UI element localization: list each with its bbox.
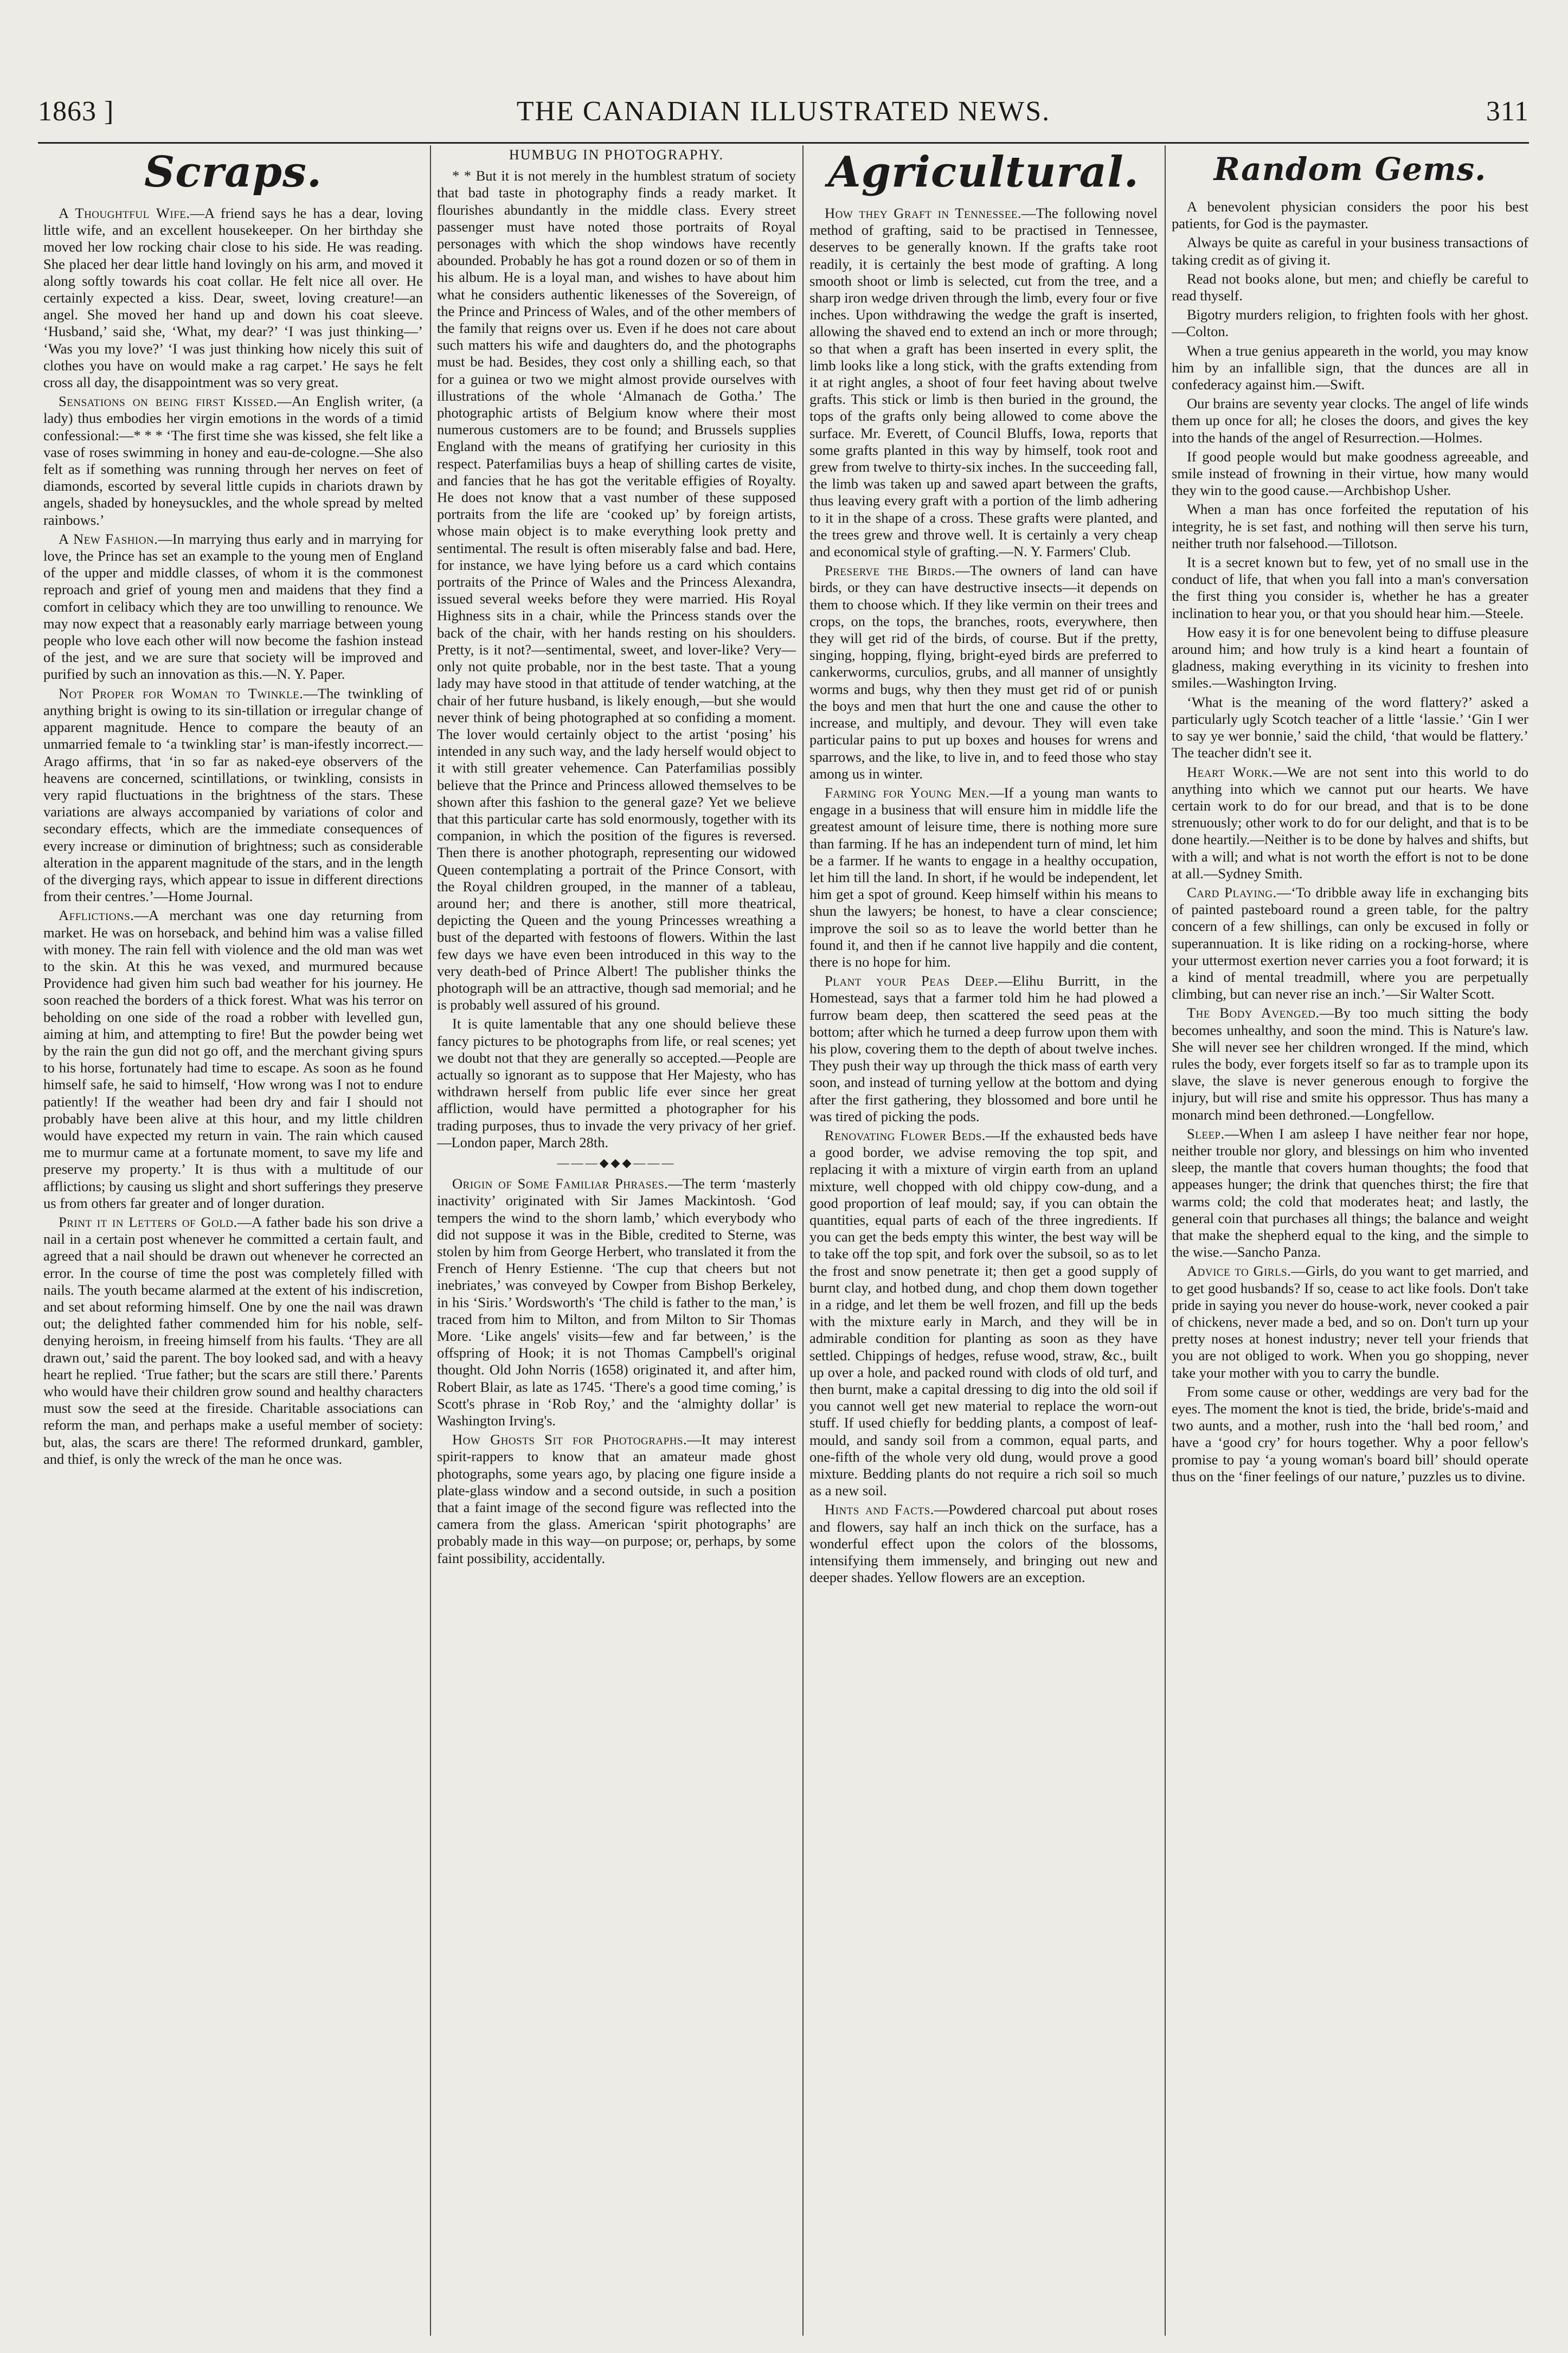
- article-text: —An English writer, (a lady) thus embodies her virgin emotions in the words of a timid confessional:—* * * ‘The first time she was kissed, she felt like a vase of roses swimming in honey and eau-de-cologne.—She also felt as if something was running through her nerves on feet of diamonds, escorted by several little cupids in chariots drawn by angels, shaded by honeysuckles, and the whole spread by melted rainbows.’: [43, 393, 423, 528]
- article-paragraph: [43, 393, 423, 529]
- article-text: Read not books alone, but men; and chiefly be careful to read thyself.: [1172, 270, 1528, 304]
- section-heading-humbug: HUMBUG IN PHOTOGRAPHY.: [509, 147, 724, 163]
- article-text: Always be quite as careful in your business transactions of taking credit as of giving it.: [1172, 234, 1528, 268]
- article-text: —The twinkling of anything bright is owing to its sin-tillation or irregular change of apparent magnitude. Hence to compare the beauty of an unmarried female to ‘a twinkling star’ is man-ifestly incorrect.—Arago affirms, that ‘in so far as naked-eye observers of the heavens are concerned, scintillations, or twinkling, consists in very rapid fluctuations in the brightness of the stars. These variations are always accompanied by variations of color and secondary effects, which are the immediate consequences of every increase or diminution of brightness; such as considerable alteration in the apparent magnitude of the stars, and in the length of the diverging rays, which appear to issue in different directions from their centres.’—Home Journal.: [43, 685, 423, 905]
- article-lead: How they Graft in Tennessee.: [825, 205, 1022, 221]
- section-heading-scraps: Scraps.: [144, 147, 323, 197]
- article-paragraph: [1172, 198, 1528, 232]
- article-list: [809, 205, 1158, 1586]
- article-lead: Sensations on being first Kissed.: [59, 393, 278, 410]
- article-text: —Elihu Burritt, in the Homestead, says that a farmer told him he had plowed a furrow beam deep, then scattered the seed peas at the bottom; after which he turned a deep furrow upon them with his plow, covering them to the depth of about twelve inches. They push their way up through the thick mass of earth very soon, and instead of turning yellow at the bottom and dying after the first gathering, they blossomed and bore until he was tired of picking the pods.: [809, 973, 1158, 1124]
- article-paragraph: [1172, 764, 1528, 882]
- article-paragraph: [437, 1431, 796, 1567]
- article-paragraph: [1172, 448, 1528, 499]
- article-text: —If the exhausted beds have a good border, we advise removing the top spit, and replacing it with a mixture of virgin earth from an upland mixture, well chopped with old chippy cow-dung, and a good proportion of leaf mould; say, if you can obtain the quantities, equal parts of each of the three ingredients. If you can get the beds empty this winter, the best way will be to take off the top spit, and fork over the subsoil, so as to let the frost and snow penetrate it; then get a good supply of burnt clay, and hotbed dung, and chop them down together in a ridge, and let them be well frozen, and fill up the beds with the mixture early in March, and they will be in admirable condition for planting as soon as they have settled. Chippings of hedges, refuse wood, straw, &c., built up over a hole, and packed round with clods of old turf, and then burnt, make a capital dressing to dig into the old soil if you cannot well get new material to replace the worn-out stuff. If used chiefly for bedding plants, a compost of leaf-mould, and sandy soil from a common, equal parts, and one-fifth of the whole very old dung, would prove a good mixture. Bedding plants do not require a rich soil so much as a new soil.: [809, 1127, 1158, 1499]
- article-lead: A Thoughtful Wife.: [59, 205, 190, 221]
- article-text: It is quite lamentable that any one should believe these fancy pictures to be photographs from life, or real scenes; yet we doubt not that they are generally so accepted.—People are actually so ignorant as to suppose that Her Majesty, who has withdrawn herself from public life ever since her great affliction, would have permitted a photographer for his trading purposes, thus to invade the very privacy of her grief.—London paper, March 28th.: [437, 1015, 796, 1150]
- article-paragraph: [809, 1501, 1158, 1586]
- column-rule: [1165, 145, 1166, 2336]
- section-heading-agricultural: Agricultural.: [828, 147, 1139, 197]
- article-paragraph: [43, 907, 423, 1212]
- article-paragraph: [809, 562, 1158, 782]
- article-paragraph: [437, 1015, 796, 1151]
- article-lead: Preserve the Birds.: [825, 562, 956, 579]
- article-paragraph: [1172, 234, 1528, 268]
- article-paragraph: [809, 1127, 1158, 1499]
- article-list: [43, 205, 423, 1468]
- article-lead: How Ghosts Sit for Photographs.: [452, 1431, 687, 1448]
- article-text: —We are not sent into this world to do anything into which we cannot put our hearts. We have certain work to do for our bread, and that is to be done strenuously; other work to do for our delight, and that is to be done heartily.—Neither is to be done by halves and shifts, but with a will; and what is not worth the effort is not to be done at all.—Sydney Smith.: [1172, 763, 1528, 882]
- article-paragraph: [1172, 1384, 1528, 1485]
- article-paragraph: [437, 168, 796, 1013]
- column-rule: [430, 145, 431, 2336]
- article-paragraph: [1172, 624, 1528, 692]
- article-paragraph: [1172, 1005, 1528, 1123]
- article-paragraph: [1172, 1263, 1528, 1381]
- article-text: —A merchant was one day returning from market. He was on horseback, and behind him was a valise filled with money. The rain fell with violence and the old man was wet to the skin. At this he was vexed, and murmured because Providence had given him such bad weather for his journey. He soon reached the borders of a thick forest. What was his terror on beholding on one side of the road a robber with levelled gun, aiming at him, and attempting to fire! But the powder being wet by the rain the gun did not go off, and the merchant giving spurs to his horse, fortunately had time to escape. As soon as he found himself safe, he said to himself, ‘How wrong was I not to endure patiently! If the weather had been dry and fair I should not probably have been alive at this hour, and my little children would have expected my return in vain. The rain which caused me to murmur came at a fortunate moment, to save my life and preserve my property.’ It is thus with a multitude of our afflictions; by causing us slight and short sufferings they preserve us from others far greater and of longer duration.: [43, 907, 423, 1211]
- article-paragraph: [1172, 1126, 1528, 1261]
- column-scraps: [43, 146, 423, 2337]
- article-text: —By too much sitting the body becomes unhealthy, and soon the mind. This is Nature's law. She will never see her children wronged. If the mind, which rules the body, ever forgets itself so far as to trample upon its slave, the slave is never generous enough to forgive the injury, but will rise and smite his oppressor. Thus has many a monarch mind been dethroned.—Longfellow.: [1172, 1005, 1528, 1123]
- article-lead: Plant your Peas Deep.: [825, 973, 998, 989]
- article-text: —Powdered charcoal put about roses and flowers, say half an inch thick on the surface, has a wonderful effect upon the colors of the blossoms, intensifying them immensely, and bringing out new and deeper shades. Yellow flowers are an exception.: [809, 1501, 1158, 1586]
- page-header: [38, 95, 1529, 139]
- masthead-title: THE CANADIAN ILLUSTRATED NEWS.: [516, 96, 1051, 127]
- article-lead: The Body Avenged.: [1187, 1005, 1320, 1021]
- article-text: How easy it is for one benevolent being to diffuse pleasure around him; and how truly is a kind heart a fountain of gladness, making everything in its vicinity to freshen into smiles.—Washington Irving.: [1172, 623, 1528, 691]
- article-text: From some cause or other, weddings are very bad for the eyes. The moment the knot is tied, the bride, bride's-maid and two aunts, and a mother, rush into the ‘hall bed room,’ and have a ‘good cry’ for hours together. Why a poor fellow's promise to pay ‘a young woman's board bill’ should operate thus on the ‘finer feelings of our nature,’ puzzles us to divine.: [1172, 1383, 1528, 1484]
- article-lead: Farming for Young Men.: [825, 784, 990, 801]
- article-text: —When I am asleep I have neither fear nor hope, neither trouble nor glory, and blessings on him who invented sleep, the mantle that covers human thoughts; the food that appeases hunger; the drink that quenches thirst; the fire that warms cold; the cold that moderates heat; and lastly, the general coin that purchases all things; the balance and weight that make the shepherd equal to the king, and the simple to the wise.—Sancho Panza.: [1172, 1125, 1528, 1261]
- article-text: —If a young man wants to engage in a business that will ensure him in middle life the greatest amount of leisure time, there is nothing more sure than farming. If he has an independent turn of mind, let him be a farmer. If he wants to engage in a healthy occupation, let him till the land. In short, if he would be independent, let him get a spot of ground. Keep himself within his means to shun the lawyers; be honest, to have a clear conscience; improve the soil so as to leave the world better than he found it, and then if he cannot live happily and die content, there is no hope for him.: [809, 784, 1158, 970]
- article-lead: Advice to Girls.: [1187, 1263, 1291, 1280]
- article-paragraph: [1172, 554, 1528, 622]
- article-paragraph: [1172, 395, 1528, 446]
- header-rule: [38, 142, 1529, 144]
- article-lead: Sleep.: [1187, 1125, 1225, 1142]
- article-text: —It may interest spirit-rappers to know that an amateur made ghost photographs, some years ago, by placing one figure inside a plate-glass window and a second outside, in such a position that a faint image of the second figure was reflected into the camera from the glass. American ‘spirit photographs’ are probably made in this way—on purpose; or, perhaps, by some faint possibility, accidentally.: [437, 1431, 796, 1566]
- article-paragraph: [1172, 306, 1528, 340]
- article-paragraph: [437, 1175, 796, 1429]
- article-paragraph: [809, 973, 1158, 1125]
- article-paragraph: [809, 785, 1158, 970]
- article-text: * * But it is not merely in the humblest stratum of society that bad taste in photography finds a ready market. It flourishes abundantly in the middle class. Every street passenger must have noted those portraits of Royal personages with which the shop windows have recently abounded. Probably he has got a round dozen or so of them in his album. He is a loyal man, and wishes to have about him what he considers authentic likenesses of the Sovereign, of the Prince and Princess of Wales, and of the other members of the family that reigns over us. Even if he does not care about such matters his wife and daughters do, and the photographs must be had. Besides, they cost only a shilling each, so that for a guinea or two we might almost provide ourselves with illustrations of the whole ‘Almanach de Gotha.’ The photographic artists of Belgium know where their most numerous customers are to be found; and Brussels supplies England with the means of gratifying her curiosity in this respect. Paterfamilias buys a heap of shilling cartes de visite, and fancies that he has got the veritable effigies of Royalty. He does not know that a vast number of these supposed portraits from the life are ‘cooked up’ by foreign artists, whose main object is to make everything look pretty and sentimental. The result is often miserably false and bad. Here, for instance, we have lying before us a card which contains portraits of the Prince of Wales and the Princess Alexandra, issued several weeks before they were married. His Royal Highness sits in a chair, while the Princess stands over the back of the chair, with her hands resting on his shoulders. Pretty, is it not?—sentimental, sweet, and lover-like? Very—only not quite probable, nor in the best taste. That a young lady may have stood in that attitude of tender watching, at the chair of her future husband, is likely enough,—but she would never think of being photographed at so confiding a moment. The lover would certainly object to the artist ‘posing’ his intended in any such way, and the lady herself would object to it with still greater vehemence. Can Paterfamilias possibly believe that the Prince and Princess allowed themselves to be shown after this fashion to the general gaze? Yet we believe that this particular carte has sold enormously, together with its companion, in which the position of the figures is reversed. Then there is another photograph, representing our widowed Queen contemplating a portrait of the Prince Consort, with the Royal children grouped, in the manner of a tableau, around her; and there is another, still more theatrical, depicting the Queen and the young Princesses wreathing a bust of the departed with festoons of flowers. Within the last few days we have even been introduced in this way to the very death-bed of Prince Albert! The publisher thinks the photograph will be an attractive, though sad memorial; and he is probably well assured of his ground.: [437, 168, 796, 1013]
- column-agricultural: [809, 146, 1158, 2337]
- article-lead: Heart Work.: [1187, 763, 1273, 780]
- section-heading-random-gems: Random Gems.: [1213, 151, 1487, 188]
- article-paragraph: [43, 685, 423, 905]
- article-text: —The following novel method of grafting, said to be practised in Tennessee, deserves to be generally known. If the grafts take root readily, it is certainly the best mode of grafting. A long smooth shoot or limb is selected, cut from the tree, and a sharp iron wedge driven through the limb, every four or five inches. Upon withdrawing the wedge the graft is inserted, allowing the shaved end to extend an inch or more through; so that when a graft has been inserted in every split, the limb looks like a long stick, with the grafts extending from it at right angles, a shoot of four feet having about twelve grafts. This stick or limb is then buried in the ground, the tops of the grafts only being allowed to come above the surface. Mr. Everett, of Council Bluffs, Iowa, reports that some grafts planted in this way by himself, took root and grew from twelve to thirty-six inches. In the succeeding fall, the limb was taken up and sawed apart between the grafts, thus leaving every graft with a portion of the limb adhering to it in the shape of a cross. These grafts were planted, and the trees grew and throve well. It is certainly a very cheap and economical style of grafting.—N. Y. Farmers' Club.: [809, 205, 1158, 560]
- page-number: 311: [1486, 96, 1529, 127]
- article-text: —A friend says he has a dear, loving little wife, and an excellent housekeeper. On her birthday she moved her low rocking chair close to his side. He was reading. She placed her dear little hand lovingly on his arm, and moved it along softly towards his coat collar. He felt nice all over. He certainly expected a kiss. Dear, sweet, loving creature!—an angel. She moved her hand up and down his coat sleeve. ‘Husband,’ said she, ‘What, my dear?’ ‘I was just thinking—’ ‘Was you my love?’ ‘I was just thinking how nicely this suit of clothes you have on would make a rag carpet.’ He says he felt cross all day, the disappointment was so very great.: [43, 205, 423, 391]
- article-lead: Origin of Some Familiar Phrases.: [452, 1175, 669, 1192]
- article-paragraph: [43, 1214, 423, 1468]
- article-text: Bigotry murders religion, to frighten fools with her ghost.—Colton.: [1172, 306, 1528, 340]
- article-text: Our brains are seventy year clocks. The angel of life winds them up once for all; he closes the doors, and gives the key into the hands of the angel of Resurrection.—Holmes.: [1172, 395, 1528, 446]
- article-text: When a true genius appeareth in the world, you may know him by an infallible sign, that the dunces are all in confederacy against him.—Swift.: [1172, 342, 1528, 393]
- article-paragraph: [43, 205, 423, 391]
- article-text: If good people would but make goodness agreeable, and smile instead of frowning in their virtue, how many would they win to the good cause.—Archbishop Usher.: [1172, 448, 1528, 499]
- article-lead: Hints and Facts.: [825, 1501, 934, 1518]
- column-humbug-photography: [437, 146, 796, 2337]
- article-paragraph: [1172, 271, 1528, 304]
- article-text: —The owners of land can have birds, or they can have destructive insects—it depends on them to choose which. If they like vermin on their trees and crops, on the tops, the branches, roots, everywhere, then they will get rid of the birds, of course. But if the pretty, singing, hopping, flying, bright-eyed birds are preferred to cankerworms, curculios, grubs, and all manner of unsightly worms and bugs, why then they must get rid of or punish the boys and men that hurt the one and cause the other to increase, and multiply, and devour. They will even take particular pains to put up boxes and houses for wrens and sparrows, and the like, to live in, and to feed those who stay among us in winter.: [809, 562, 1158, 782]
- article-lead: Afflictions.: [59, 907, 134, 924]
- article-lead: Not Proper for Woman to Twinkle.: [59, 685, 304, 702]
- article-list: [437, 168, 796, 1567]
- article-paragraph: [1172, 694, 1528, 762]
- article-list: [1172, 198, 1528, 1485]
- article-paragraph: [1172, 501, 1528, 552]
- ornamental-divider: ———◆◆◆———: [557, 1155, 676, 1169]
- article-lead: Print it in Letters of Gold.: [59, 1213, 237, 1230]
- column-random-gems: [1172, 146, 1528, 2337]
- article-text: It is a secret known but to few, yet of no small use in the conduct of life, that when you fall into a man's conversation the first thing you consider is, whether he has a greater inclination to hear you, or that you should hear him.—Steele.: [1172, 554, 1528, 621]
- article-text: A benevolent physician considers the poor his best patients, for God is the paymaster.: [1172, 198, 1528, 232]
- article-lead: Renovating Flower Beds.: [825, 1127, 986, 1143]
- article-text: —In marrying thus early and in marrying for love, the Prince has set an example to the young men of England of the upper and middle classes, of whom it is the commonest reproach and grief of young men and maidens that they find a comfort in celibacy which they are too unwilling to renounce. We may now expect that a reasonably early marriage between young people who love each other will now become the fashion instead of the jest, and we are sure that society will be improved and purified by such an innovation as this.—N. Y. Paper.: [43, 530, 423, 683]
- article-lead: Card Playing.: [1187, 884, 1277, 901]
- column-rule: [802, 145, 804, 2336]
- article-text: —‘To dribble away life in exchanging bits of painted pasteboard round a green table, for the paltry concern of a few shillings, can only be excused in folly or superannuation. It is like riding on a rocking-horse, where your uttermost exertion never carries you a foot forward; it is a kind of mental treadmill, where you are perpetually climbing, but can never rise an inch.’—Sir Walter Scott.: [1172, 884, 1528, 1002]
- article-paragraph: [43, 531, 423, 683]
- article-text: —The term ‘masterly inactivity’ originated with Sir James Mackintosh. ‘God tempers the wind to the shorn lamb,’ which everybody who did not suppose it was in the Bible, credited to Sterne, was stolen by him from George Herbert, who translated it from the French of Henry Estienne. ‘The cup that cheers but not inebriates,’ was conveyed by Cowper from Bishop Berkeley, in his ‘Siris.’ Wordsworth's ‘The child is father to the man,’ is traced from him to Milton, and from Milton to Sir Thomas More. ‘Like angels' visits—few and far between,’ is the offspring of Hook; it is not Thomas Campbell's original thought. Old John Norris (1658) originated it, and after him, Robert Blair, as late as 1745. ‘There's a good time coming,’ is Scott's phrase in ‘Rob Roy,’ and the ‘almighty dollar’ is Washington Irving's.: [437, 1175, 796, 1429]
- article-text: —Girls, do you want to get married, and to get good husbands? If so, cease to act like fools. Don't take pride in saying you never do house-work, never cooked a pair of chickens, never made a bed, and so on. Don't turn up your pretty noses at honest industry; never tell your friends that you are not obliged to work. When you go shopping, never take your mother with you to carry the bundle.: [1172, 1263, 1528, 1381]
- article-paragraph: [1172, 884, 1528, 1002]
- article-lead: A New Fashion.: [59, 530, 158, 547]
- article-paragraph: [1172, 343, 1528, 394]
- article-paragraph: [809, 205, 1158, 560]
- article-text: When a man has once forfeited the reputation of his integrity, he is set fast, and nothing will then serve his turn, neither truth nor falsehood.—Tillotson.: [1172, 501, 1528, 551]
- issue-year: 1863 ]: [38, 96, 114, 127]
- article-text: ‘What is the meaning of the word flattery?’ asked a particularly ugly Scotch teacher of a little ‘lassie.’ ‘Gin I wer to say ye wer bonnie,’ said the child, ‘that would be flattery.’ The teacher didn't see it.: [1172, 693, 1528, 761]
- article-text: —A father bade his son drive a nail in a certain post whenever he committed a certain fault, and agreed that a nail should be drawn out whenever he corrected an error. In the course of time the post was completely filled with nails. The youth became alarmed at the extent of his indiscretion, and set about reforming himself. One by one the nail was drawn out; the delighted father commended him for his noble, self-denying heroism, in freeing himself from his faults. ‘They are all drawn out,’ said the parent. The boy looked sad, and with a heavy heart he replied. ‘True father; but the scars are still there.’ Parents who would have their children grow sound and healthy characters must sow the seed at the fireside. Charitable associations can reform the man, and perhaps make a useful member of society: but, alas, the scars are there! The reformed drunkard, gambler, and thief, is only the wreck of the man he once was.: [43, 1213, 423, 1467]
